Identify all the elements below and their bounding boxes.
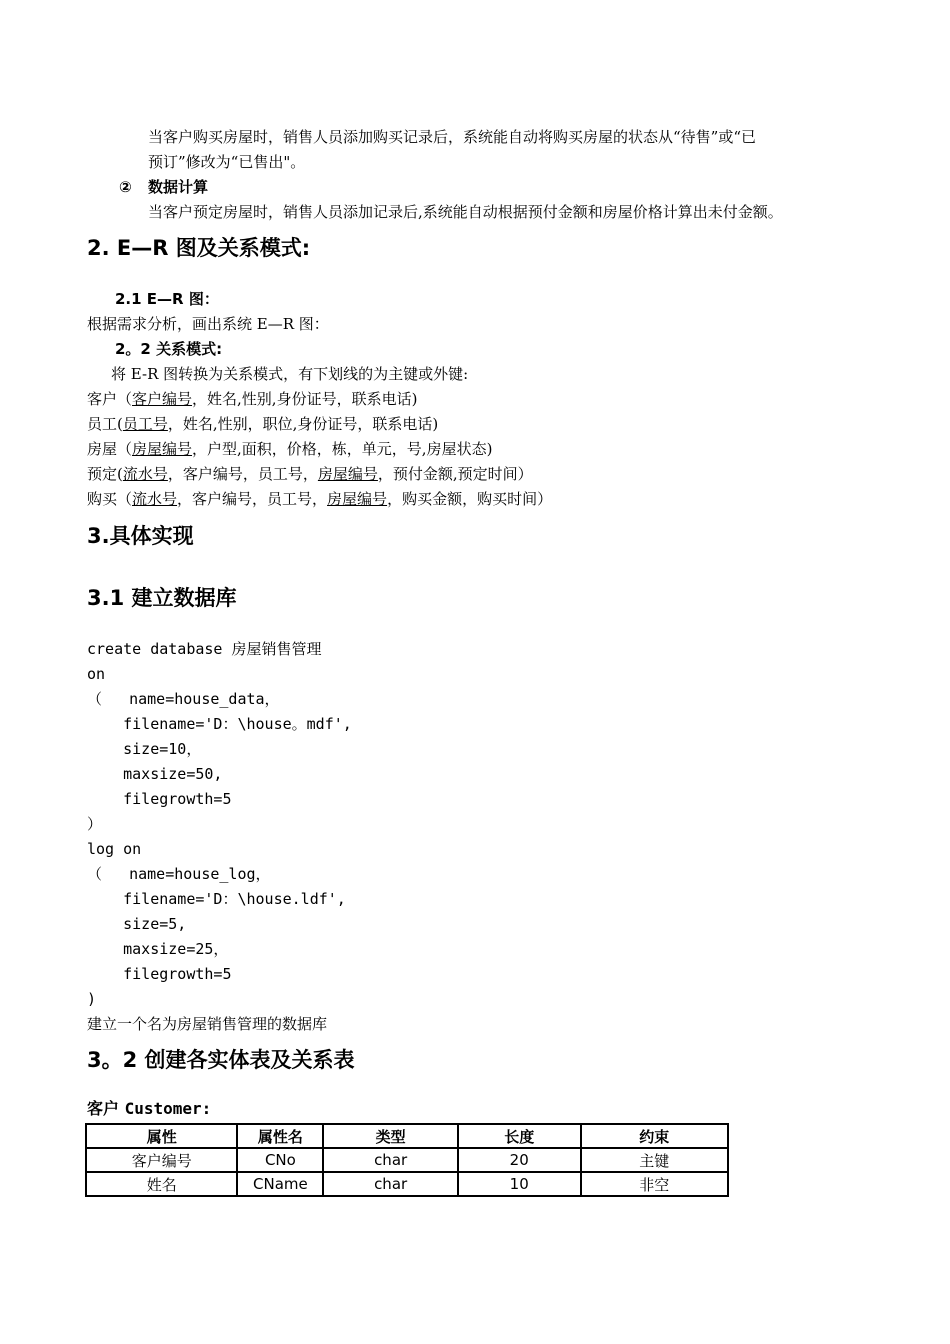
code-line: filename='D：\house.ldf', xyxy=(87,890,346,908)
code-line: （ name=house_data， xyxy=(87,690,280,708)
table-title-en: Customer: xyxy=(124,1099,212,1118)
code-line: create database 房屋销售管理 xyxy=(87,640,322,658)
table-header-cell: 约束 xyxy=(581,1124,729,1148)
relation-fields: ，姓名,性别，职位,身份证号，联系电话) xyxy=(167,415,439,433)
relation-fields: ，客户编号，员工号， xyxy=(177,490,328,508)
table-row xyxy=(86,1148,728,1172)
code-line: maxsize=50, xyxy=(87,765,223,783)
table-header-cell: 长度 xyxy=(458,1124,581,1148)
table-row xyxy=(86,1172,728,1196)
relation-prefix: 房屋（ xyxy=(87,440,133,458)
relation-prefix: 购买（ xyxy=(87,490,133,508)
relation-fields: ，预付金额,预定时间） xyxy=(377,465,533,483)
primary-key: 客户编号 xyxy=(132,390,193,408)
table-cell: 主键 xyxy=(581,1148,729,1172)
relation-prefix: 客户（ xyxy=(87,390,133,408)
table-cell: char xyxy=(323,1148,458,1172)
relation-reserve xyxy=(87,464,533,484)
item-title: 数据计算 xyxy=(148,178,209,196)
customer-table xyxy=(85,1123,729,1197)
table-header-row xyxy=(86,1124,728,1148)
code-line: filegrowth=5 xyxy=(87,965,232,983)
table-cell: CName xyxy=(237,1172,323,1196)
code-line: filename='D：\house。mdf', xyxy=(87,715,352,733)
item-text: 当客户预定房屋时，销售人员添加记录后,系统能自动根据预付金额和房屋价格计算出未付金额。 xyxy=(148,203,783,221)
table-cell: CNo xyxy=(237,1148,323,1172)
primary-key: 员工号 xyxy=(122,415,168,433)
code-line: ） xyxy=(87,815,103,833)
primary-key: 流水号 xyxy=(122,465,168,483)
table-cell: 非空 xyxy=(581,1172,729,1196)
subsection-3-1-heading: 3.1 建立数据库 xyxy=(87,586,237,610)
subsection-2-1-heading: 2.1 E—R 图： xyxy=(115,290,219,308)
relation-fields: ，客户编号，员工号， xyxy=(167,465,318,483)
subsection-2-2-text: 将 E-R 图转换为关系模式，有下划线的为主键或外键: xyxy=(111,365,469,383)
code-line: log on xyxy=(87,840,142,858)
relation-purchase xyxy=(87,489,552,509)
relation-prefix: 预定( xyxy=(87,465,123,483)
code-line: maxsize=25， xyxy=(87,940,229,958)
relation-prefix: 员工( xyxy=(87,415,123,433)
subsection-3-2-heading: 3。2 创建各实体表及关系表 xyxy=(87,1048,355,1072)
table-header-cell: 类型 xyxy=(323,1124,458,1148)
table-title xyxy=(87,1099,211,1119)
code-note: 建立一个名为房屋销售管理的数据库 xyxy=(87,1015,328,1033)
subsection-2-2-heading: 2。2 关系模式: xyxy=(115,340,223,358)
table-cell: char xyxy=(323,1172,458,1196)
code-line: ) xyxy=(87,990,97,1008)
table-cell: 客户编号 xyxy=(86,1148,237,1172)
table-header-cell: 属性名 xyxy=(237,1124,323,1148)
section-2-heading: 2. E—R 图及关系模式: xyxy=(87,236,311,260)
code-line: on xyxy=(87,665,106,683)
list-marker: ② xyxy=(119,178,132,196)
section-3-heading: 3.具体实现 xyxy=(87,524,194,548)
code-line: size=5, xyxy=(87,915,187,933)
subsection-2-1-text: 根据需求分析，画出系统 E—R 图： xyxy=(87,315,329,333)
relation-fields: ，姓名,性别,身份证号，联系电话) xyxy=(192,390,418,408)
relation-house xyxy=(87,439,492,459)
table-cell: 20 xyxy=(458,1148,581,1172)
table-title-cn: 客户 xyxy=(87,1099,120,1118)
relation-fields: ，购买金额，购买时间） xyxy=(387,490,553,508)
code-line: size=10， xyxy=(87,740,202,758)
relation-employee xyxy=(87,414,438,434)
table-header-cell: 属性 xyxy=(86,1124,237,1148)
foreign-key: 房屋编号 xyxy=(327,490,388,508)
primary-key: 房屋编号 xyxy=(132,440,193,458)
foreign-key: 房屋编号 xyxy=(317,465,378,483)
relation-customer xyxy=(87,389,417,409)
relation-fields: ，户型,面积，价格，栋，单元，号,房屋状态) xyxy=(192,440,493,458)
primary-key: 流水号 xyxy=(132,490,178,508)
table-cell: 姓名 xyxy=(86,1172,237,1196)
code-line: filegrowth=5 xyxy=(87,790,232,808)
intro-line-1: 当客户购买房屋时，销售人员添加购买记录后，系统能自动将购买房屋的状态从“待售”或“已 xyxy=(148,128,757,146)
table-cell: 10 xyxy=(458,1172,581,1196)
code-line: （ name=house_log， xyxy=(87,865,271,883)
intro-line-2: 预订”修改为“已售出"。 xyxy=(148,153,306,171)
